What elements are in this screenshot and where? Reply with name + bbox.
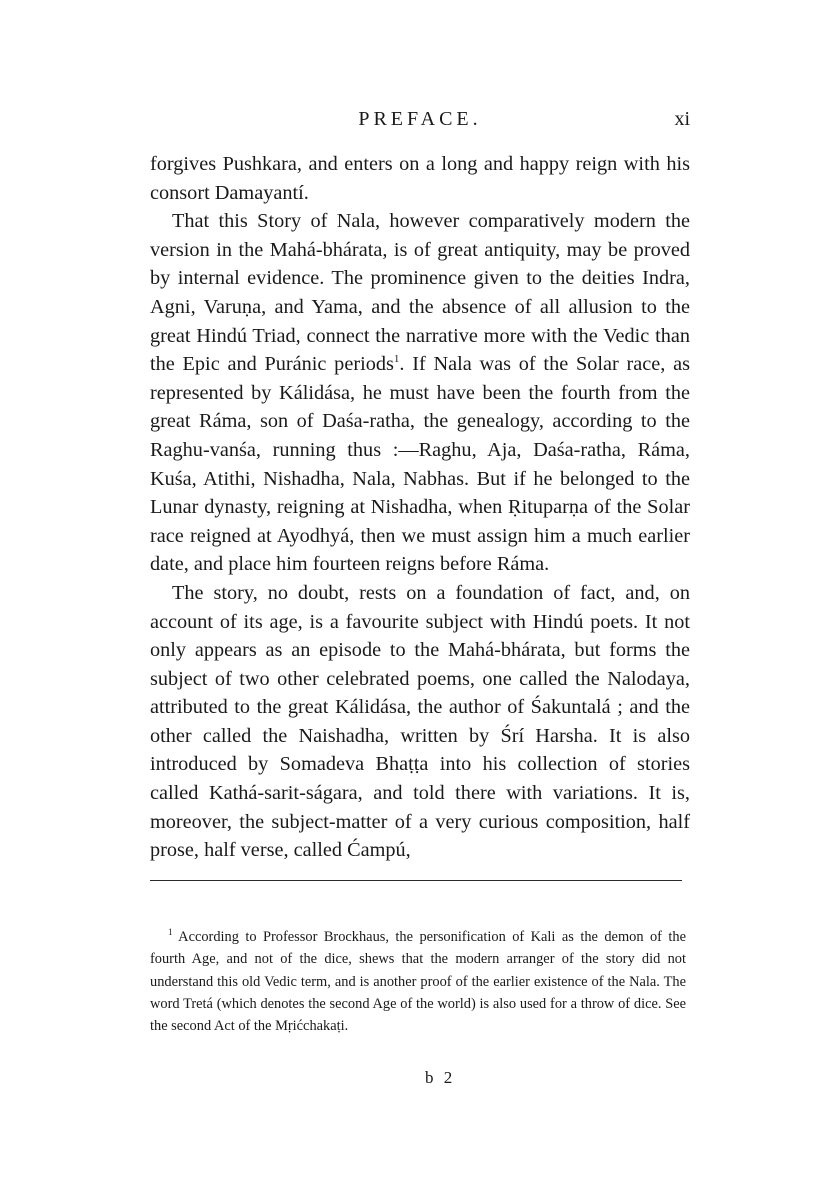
main-text: [150, 150, 690, 865]
paragraph-2-part-2: . If Nala was of the Solar race, as represented by Kálidása, he must have been the fourth from the great Ráma, son of Daśa-ratha, the genealogy, according to the Raghu-vanśa, running thus :—Raghu, Aja, Daśa-ratha, Ráma, Kuśa, Atithi, Nishadha, Nala, Nabhas. But if he belonged to the Lunar dynasty, reigning at Nishadha, when Ṛituparṇa of the Solar race reigned at Ayodhyá, then we must assign him a much earlier date, and place him fourteen reigns before Ráma.: [150, 353, 690, 576]
footnote-text: According to Professor Brockhaus, the personification of Kali as the demon of the fourth Age, and not of the dice, shews that the modern arranger of the story did not understand this old Vedic term, and is another proof of the earlier existence of the Nala. The word Tretá (which denotes the second Age of the world) is also used for a throw of dice. See the second Act of the Mṛićchakaṭi.: [150, 929, 686, 1035]
footnote-divider: [150, 880, 682, 881]
paragraph-3: The story, no doubt, rests on a foundation of fact, and, on account of its age, is a favourite subject with Hindú poets. It not only appears as an episode to the Mahá-bhárata, but forms the subject of two other celebrated poems, one called the Nalodaya, attributed to the great Kálidása, the author of Śakuntalá ; and the other called the Naishadha, written by Śrí Harsha. It is also introduced by Somadeva Bhaṭṭa into his collection of stories called Kathá-sarit-ságara, and told there with variations. It is, moreover, the subject-matter of a very curious composition, half prose, half verse, called Ćampú,: [150, 581, 690, 862]
paragraph-2-part-1: That this Story of Nala, however comparatively modern the version in the Mahá-bhárata, is of great antiquity, may be proved by internal evidence. The prominence given to the deities Indra, Agni, Varuṇa, and Yama, and the absence of all allusion to the great Hindú Triad, connect the narrative more with the Vedic than the Epic and Puránic periods: [150, 210, 690, 376]
running-title: PREFACE.: [358, 108, 482, 130]
footnote: [150, 926, 686, 1037]
paragraph-2: [150, 207, 690, 579]
page-number: xi: [674, 108, 690, 130]
footnote-marker: 1: [168, 927, 173, 938]
paragraph-1: forgives Pushkara, and enters on a long and happy reign with his consort Damayantí.: [150, 153, 690, 204]
signature-mark: b 2: [425, 1068, 456, 1087]
footnote-reference: 1: [393, 353, 400, 366]
page-header: [150, 108, 690, 138]
